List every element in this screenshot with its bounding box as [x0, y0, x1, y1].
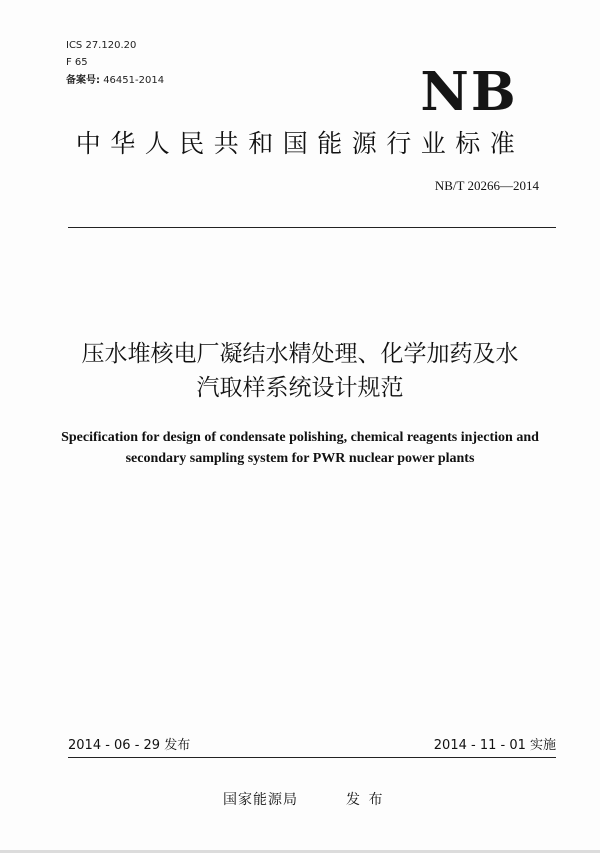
- record-number-label: 备案号:: [66, 75, 100, 86]
- header-divider: [68, 227, 556, 228]
- chinese-title: [30, 337, 570, 405]
- issuing-authority: 国家能源局: [223, 792, 298, 808]
- implement-date: 2014 - 11 - 01 实施: [433, 738, 556, 753]
- record-number-value: 46451-2014: [103, 75, 165, 86]
- footer-divider: [68, 757, 556, 758]
- english-title-line-1: Specification for design of condensate polishing, chemical reagents injection and: [61, 430, 539, 445]
- ics-code: ICS 27.120.20: [66, 40, 137, 51]
- nb-logo: NB: [420, 61, 518, 123]
- chinese-title-line-1: 压水堆核电厂凝结水精处理、化学加药及水: [81, 341, 519, 367]
- organization-title: 中华人民共和国能源行业标准: [75, 129, 525, 158]
- chinese-title-line-2: 汽取样系统设计规范: [196, 375, 404, 401]
- english-title: [40, 427, 560, 469]
- record-number: [66, 75, 164, 87]
- standard-number: NB/T 20266—2014: [434, 178, 539, 193]
- issue-action: 发 布: [346, 792, 385, 808]
- ccs-code: F 65: [66, 57, 88, 68]
- publish-date: 2014 - 06 - 29 发布: [68, 738, 191, 753]
- english-title-line-2: secondary sampling system for PWR nuclear power plants: [125, 451, 475, 466]
